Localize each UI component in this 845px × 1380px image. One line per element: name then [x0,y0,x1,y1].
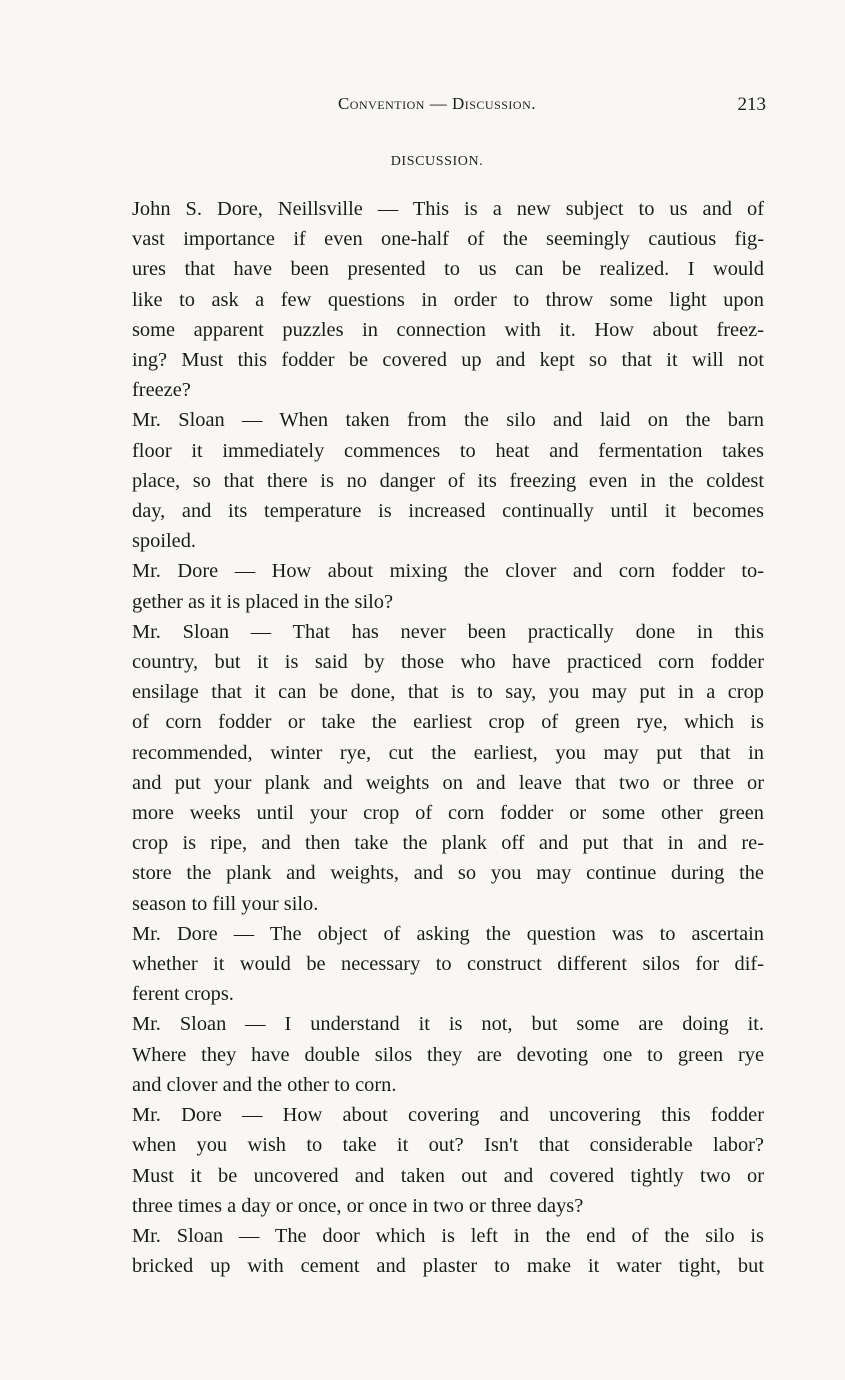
text-line: Where they have double silos they are devoting one to green rye [132,1043,764,1066]
text-line: Mr. Sloan — When taken from the silo and laid on the barn [132,409,764,432]
text-line: like to ask a few questions in order to throw some light upon [132,288,764,311]
text-line: whether it would be necessary to construct different silos for dif- [132,953,764,976]
text-line: ures that have been presented to us can be realized. I would [132,258,764,281]
text-line: country, but it is said by those who have practiced corn fodder [132,651,764,674]
paragraph [108,1221,764,1281]
text-line: gether as it is placed in the silo? [132,590,394,613]
text-line: and put your plank and weights on and leave that two or three or [132,771,764,794]
text-line: when you wish to take it out? Isn't that considerable labor? [132,1134,764,1157]
paragraph [108,919,764,1010]
paragraph [108,556,764,616]
text-line: vast importance if even one-half of the seemingly cautious fig- [132,228,764,251]
text-line: store the plank and weights, and so you may continue during the [132,862,764,885]
text-line: crop is ripe, and then take the plank off and put that in and re- [132,832,764,855]
text-line: Mr. Dore — The object of asking the question was to ascertain [132,922,764,945]
text-line: day, and its temperature is increased continually until it becomes [132,500,764,523]
text-line: more weeks until your crop of corn fodder or some other green [132,802,764,825]
text-line: three times a day or once, or once in two or three days? [132,1194,584,1217]
paragraph [108,1009,764,1100]
text-line: Mr. Dore — How about covering and uncovering this fodder [132,1104,764,1127]
text-line: Mr. Sloan — The door which is left in the end of the silo is [132,1224,764,1247]
body-text [108,194,764,1281]
section-heading: DISCUSSION. [390,154,484,169]
page-number: 213 [737,94,766,115]
text-line: ensilage that it can be done, that is to say, you may put in a crop [132,681,764,704]
text-line: recommended, winter rye, cut the earliest, you may put that in [132,741,764,764]
running-title: Convention — Discussion. [337,94,537,113]
text-line: ing? Must this fodder be covered up and kept so that it will not [132,349,764,372]
paragraph [108,194,764,405]
paragraph [108,1100,764,1221]
text-line: floor it immediately commences to heat and fermentation takes [132,439,764,462]
text-line: of corn fodder or take the earliest crop of green rye, which is [132,711,764,734]
text-line: bricked up with cement and plaster to make it water tight, but [132,1255,764,1278]
text-line: ferent crops. [132,983,234,1006]
running-head [108,94,766,120]
text-line: John S. Dore, Neillsville — This is a new subject to us and of [132,198,764,220]
text-line: and clover and the other to corn. [132,1073,397,1096]
text-line: some apparent puzzles in connection with it. How about freez- [132,318,764,341]
text-line: Mr. Dore — How about mixing the clover and corn fodder to- [132,560,764,583]
text-line: season to fill your silo. [132,892,319,915]
text-line: Mr. Sloan — I understand it is not, but some are doing it. [132,1013,764,1036]
text-line: place, so that there is no danger of its freezing even in the coldest [132,469,764,492]
text-line: spoiled. [132,530,196,553]
text-line: Must it be uncovered and taken out and covered tightly two or [132,1164,764,1187]
text-line: freeze? [132,379,191,402]
paragraph [108,617,764,919]
paragraph [108,405,764,556]
text-line: Mr. Sloan — That has never been practically done in this [132,620,764,643]
